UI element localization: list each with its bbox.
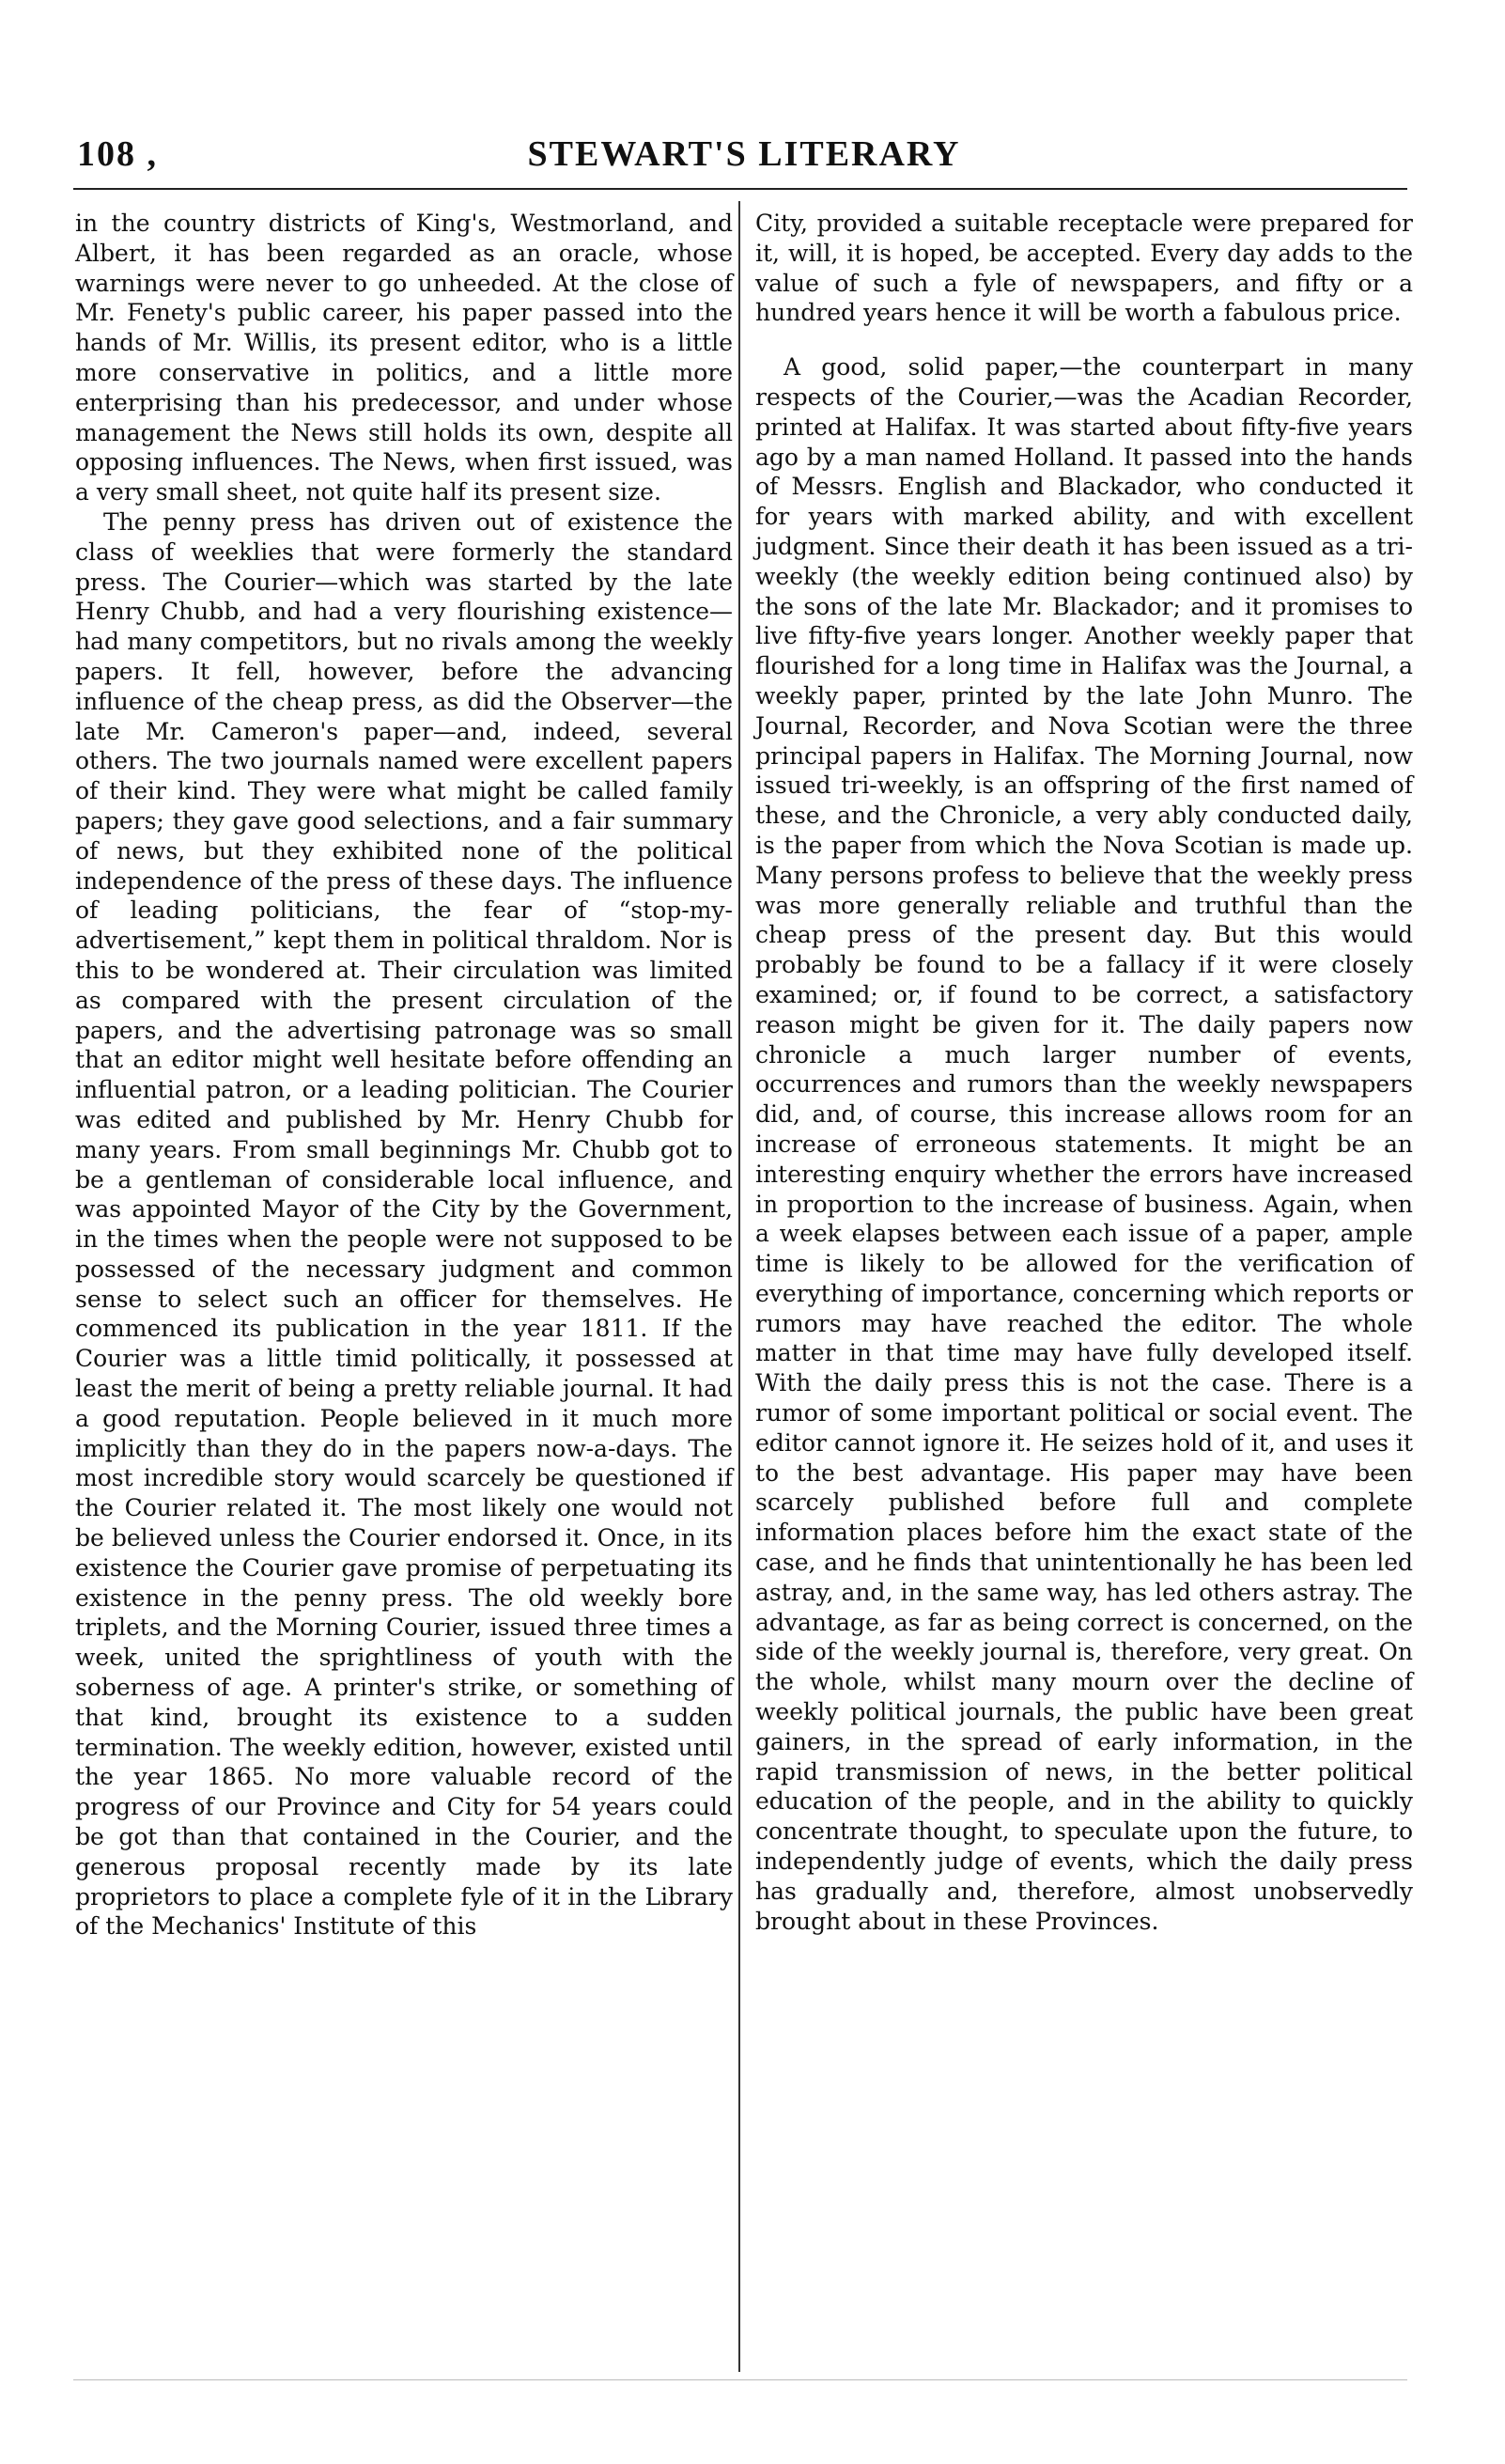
footer-rule bbox=[73, 2379, 1407, 2380]
right-column bbox=[755, 209, 1413, 1936]
page-number: 108 , bbox=[77, 134, 158, 174]
left-column bbox=[75, 209, 733, 1942]
article-paragraph: The penny press has driven out of existence the class of weeklies that were formerly the standard press. The Courier—which was started by the late Henry Chubb, and had a very flourishing existence—had many competitors, but no rivals among the weekly papers. It fell, however, before the advancing influence of the cheap press, as did the Observer—the late Mr. Cameron's paper—and, indeed, several others. The two journals named were excellent papers of their kind. They were what might be called family papers; they gave good selections, and a fair summary of news, but they exhibited none of the political independence of the press of these days. The influence of leading politicians, the fear of “stop-my-advertisement,” kept them in political thraldom. Nor is this to be wondered at. Their circulation was limited as compared with the present circulation of the papers, and the advertising patronage was so small that an editor might well hesitate before offending an influential patron, or a leading politician. The Courier was edited and published by Mr. Henry Chubb for many years. From small beginnings Mr. Chubb got to be a gentleman of considerable local influence, and was appointed Mayor of the City by the Government, in the times when the people were not supposed to be possessed of the necessary judgment and common sense to select such an officer for themselves. He commenced its publication in the year 1811. If the Courier was a little timid politically, it possessed at least the merit of being a pretty reliable journal. It had a good reputation. People believed in it much more implicitly than they do in the papers now-a-days. The most incredible story would scarcely be questioned if the Courier related it. The most likely one would not be believed unless the Courier endorsed it. Once, in its existence the Courier gave promise of perpetuating its existence in the penny press. The old weekly bore triplets, and the Morning Courier, issued three times a week, united the sprightliness of youth with the soberness of age. A printer's strike, or something of that kind, brought its existence to a sudden termination. The weekly edition, however, existed until the year 1865. No more valuable record of the progress of our Province and City for 54 years could be got than that contained in the Courier, and the generous proposal recently made by its late proprietors to place a complete fyle of it in the Library of the Mechanics' Institute of this bbox=[75, 507, 733, 1941]
article-paragraph: A good, solid paper,—the counterpart in many respects of the Courier,—was the Acadian Recorder, printed at Halifax. It was started about fifty-five years ago by a man named Holland. It passed into the hands of Messrs. English and Blackador, who conducted it for years with marked ability, and with excellent judgment. Since their death it has been issued as a tri-weekly (the weekly edition being continued also) by the sons of the late Mr. Blackador; and it promises to live fifty-five years longer. Another weekly paper that flourished for a long time in Halifax was the Journal, a weekly paper, printed by the late John Munro. The Journal, Recorder, and Nova Scotian were the three principal papers in Halifax. The Morning Journal, now issued tri-weekly, is an offspring of the first named of these, and the Chronicle, a very ably conducted daily, is the paper from which the Nova Scotian is made up. Many persons profess to believe that the weekly press was more generally reliable and truthful than the cheap press of the present day. But this would probably be found to be a fallacy if it were closely examined; or, if found to be correct, a satisfactory reason might be given for it. The daily papers now chronicle a much larger number of events, occurrences and rumors than the weekly newspapers did, and, of course, this increase allows room for an increase of erroneous statements. It might be an interesting enquiry whether the errors have increased in proportion to the increase of business. Again, when a week elapses between each issue of a paper, ample time is likely to be allowed for the verification of everything of importance, concerning which reports or rumors may have reached the editor. The whole matter in that time may have fully developed itself. With the daily press this is not the case. There is a rumor of some important political or social event. The editor cannot ignore it. He seizes hold of it, and uses it to the best advantage. His paper may have been scarcely published before full and complete information places before him the exact state of the case, and he finds that unintentionally he has been led astray, and, in the same way, has led others astray. The advantage, as far as being correct is concerned, on the side of the weekly journal is, therefore, very great. On the whole, whilst many mourn over the decline of weekly political journals, the public have been great gainers, in the spread of early information, in the rapid transmission of news, in the better political education of the people, and in the ability to quickly concentrate thought, to speculate upon the future, to independently judge of events, which the daily press has gradually and, therefore, almost unobservedly brought about in these Provinces. bbox=[755, 353, 1413, 1935]
running-head: STEWART'S LITERARY bbox=[527, 134, 961, 174]
column-divider bbox=[738, 201, 740, 2372]
article-paragraph: in the country districts of King's, Westmorland, and Albert, it has been regarded as an oracle, whose warnings were never to go unheeded. At the close of Mr. Fenety's public career, his paper passed into the hands of Mr. Willis, its present editor, who is a little more conservative in politics, and a little more enterprising than his predecessor, and under whose management the News still holds its own, despite all opposing influences. The News, when first issued, was a very small sheet, not quite half its present size. bbox=[75, 210, 733, 507]
article-paragraph: City, provided a suitable receptacle were prepared for it, will, it is hoped, be accepted. Every day adds to the value of such a fyle of newspapers, and fifty or a hundred years hence it will be worth a fabulous price. bbox=[755, 210, 1413, 327]
page-header bbox=[77, 124, 1411, 180]
header-rule bbox=[73, 188, 1407, 190]
